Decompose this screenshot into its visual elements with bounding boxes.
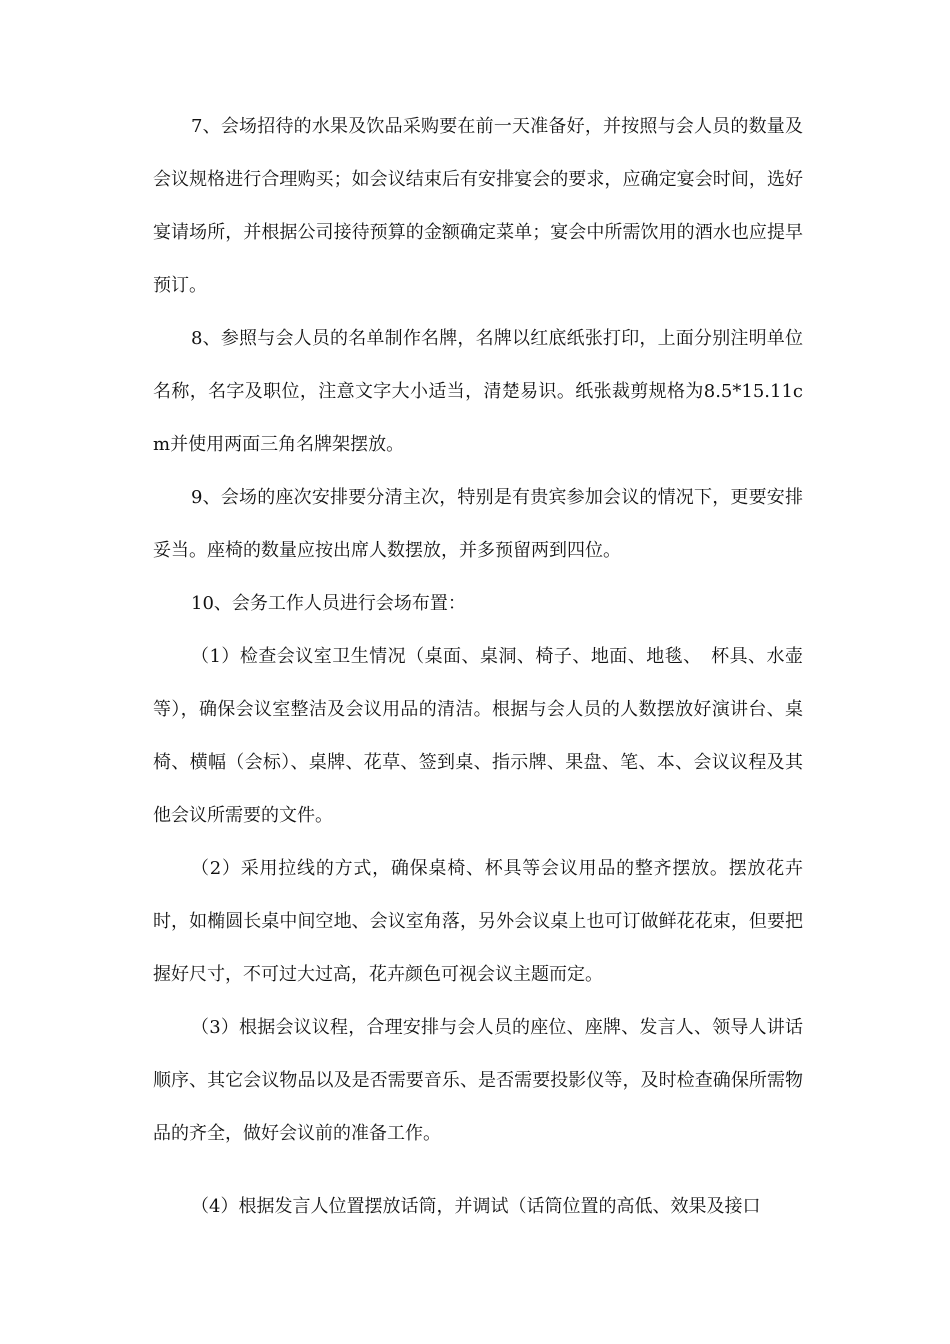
paragraph-subitem-2: （2）采用拉线的方式，确保桌椅、杯具等会议用品的整齐摆放。摆放花卉时，如椭圆长桌中间空地、会议室角落，另外会议桌上也可订做鲜花花束，但要把握好尺寸，不可过大过高，花卉颜色可视会议主题而定。 (153, 858, 803, 985)
paragraph-subitem-4: （4）根据发言人位置摆放话筒，并调试（话筒位置的高低、效果及接口 (191, 1196, 761, 1217)
paragraph-item-9: 9、会场的座次安排要分清主次，特别是有贵宾参加会议的情况下，更要安排妥当。座椅的数量应按出席人数摆放，并多预留两到四位。 (153, 487, 803, 561)
paragraph-subitem-3: （3）根据会议议程，合理安排与会人员的座位、座牌、发言人、领导人讲话顺序、其它会议物品以及是否需要音乐、是否需要投影仪等，及时检查确保所需物品的齐全，做好会议前的准备工作。 (153, 1017, 803, 1144)
paragraph-item-8: 8、参照与会人员的名单制作名牌，名牌以红底纸张打印，上面分别注明单位名称，名字及职位，注意文字大小适当，清楚易识。纸张裁剪规格为8.5*15.11cm并使用两面三角名牌架摆放。 (153, 328, 803, 455)
paragraph-item-10: 10、会务工作人员进行会场布置： (191, 593, 466, 614)
paragraph-subitem-1: （1）检查会议室卫生情况（桌面、桌洞、椅子、地面、地毯、 杯具、水壶等），确保会议室整洁及会议用品的清洁。根据与会人员的人数摆放好演讲台、桌椅、横幅（会标）、桌牌、花草、签到桌、指示牌、果盘、笔、本、会议议程及其他会议所需要的文件。 (153, 646, 803, 826)
paragraph-item-7: 7、会场招待的水果及饮品采购要在前一天准备好，并按照与会人员的数量及会议规格进行合理购买；如会议结束后有安排宴会的要求，应确定宴会时间，选好宴请场所，并根据公司接待预算的金额确定菜单；宴会中所需饮用的酒水也应提早预订。 (153, 116, 803, 296)
